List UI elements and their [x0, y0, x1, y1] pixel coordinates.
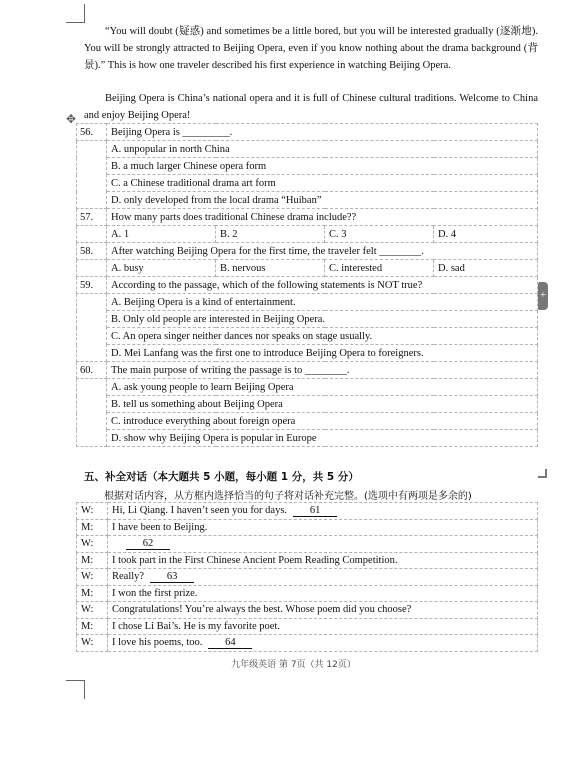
question-59-stem-row	[77, 277, 538, 294]
option-row	[77, 158, 538, 175]
crop-mark-bottom	[66, 680, 85, 699]
answer-blank[interactable]: 61	[293, 505, 337, 517]
dialogue-row	[77, 635, 538, 652]
dialogue-line	[108, 519, 538, 536]
dialogue-line	[108, 585, 538, 602]
option-a: A. ask young people to learn Beijing Opera	[107, 379, 538, 396]
option-row	[77, 226, 538, 243]
resize-handle-icon[interactable]	[538, 469, 547, 478]
option-c: C. An opera singer neither dances nor speaks on stage usually.	[107, 328, 538, 345]
dialogue-line	[108, 569, 538, 586]
question-56-stem-row	[77, 124, 538, 141]
option-d: D. 4	[434, 226, 538, 243]
option-row	[77, 430, 538, 447]
option-row	[77, 379, 538, 396]
question-stem: After watching Beijing Opera for the first time, the traveler felt ________.	[107, 243, 538, 260]
question-number: 57.	[77, 209, 107, 226]
questions-table	[76, 123, 538, 447]
answer-blank[interactable]: 62	[126, 538, 170, 550]
dialogue-line	[108, 552, 538, 569]
dialogue-line	[108, 635, 538, 652]
dialogue-row	[77, 569, 538, 586]
dialogue-line	[108, 618, 538, 635]
dialogue-row	[77, 519, 538, 536]
question-number: 58.	[77, 243, 107, 260]
option-row	[77, 396, 538, 413]
dialogue-table	[76, 502, 538, 652]
option-row	[77, 311, 538, 328]
passage-paragraph-1: “You will doubt (疑惑) and sometimes be a little bored, but you will be interested gradually (逐渐地). You will be strongly attracted to Beijing Opera, even if you know nothing about the drama background (背景).” This is how one traveler described his first experience in watching Beijing Opera.	[84, 26, 538, 71]
question-number: 60.	[77, 362, 107, 379]
option-a: A. busy	[107, 260, 216, 277]
speaker-label: M:	[77, 585, 108, 602]
option-row	[77, 260, 538, 277]
option-d: D. Mei Lanfang was the first one to introduce Beijing Opera to foreigners.	[107, 345, 538, 362]
option-c: C. a Chinese traditional drama art form	[107, 175, 538, 192]
speaker-label: M:	[77, 519, 108, 536]
option-a: A. 1	[107, 226, 216, 243]
speaker-label: W:	[77, 635, 108, 652]
question-57-stem-row	[77, 209, 538, 226]
page-footer: 九年级英语 第 7页（共 12页）	[231, 660, 356, 670]
dialogue-row	[77, 585, 538, 602]
dialogue-text: I won the first prize.	[112, 587, 198, 599]
dialogue-text: Really?	[112, 570, 145, 582]
option-d: D. only developed from the local drama “Huiban”	[107, 192, 538, 209]
dialogue-row	[77, 602, 538, 619]
speaker-label: W:	[77, 602, 108, 619]
option-row	[77, 294, 538, 311]
option-row	[77, 413, 538, 430]
passage-paragraph-2: Beijing Opera is China’s national opera and it is full of Chinese cultural traditions. Welcome to China and enjoy Beijing Opera!	[84, 93, 538, 121]
question-stem: Beijing Opera is _________.	[107, 124, 538, 141]
section-instructions: 根据对话内容，从方框内选择恰当的句子将对话补充完整。(选项中有两项是多余的)	[104, 491, 472, 502]
answer-blank[interactable]: 64	[208, 637, 252, 649]
dialogue-row	[77, 552, 538, 569]
side-tab-icon[interactable]: +	[538, 282, 548, 310]
option-b: B. nervous	[216, 260, 325, 277]
dialogue-text: Congratulations! You’re always the best. Whose poem did you choose?	[112, 604, 412, 616]
option-row	[77, 328, 538, 345]
dialogue-row	[77, 618, 538, 635]
speaker-label: W:	[77, 503, 108, 520]
dialogue-line	[108, 503, 538, 520]
option-a: A. unpopular in north China	[107, 141, 538, 158]
question-number: 56.	[77, 124, 107, 141]
dialogue-text: I took part in the First Chinese Ancient Poem Reading Competition.	[112, 554, 398, 566]
dialogue-text: I love his poems, too.	[112, 636, 203, 648]
speaker-label: W:	[77, 569, 108, 586]
answer-blank[interactable]: 63	[150, 571, 194, 583]
dialogue-text: I have been to Beijing.	[112, 521, 208, 533]
question-stem: The main purpose of writing the passage is to ________.	[107, 362, 538, 379]
dialogue-row	[77, 503, 538, 520]
dialogue-text: I chose Li Bai’s. He is my favorite poet.	[112, 620, 280, 632]
option-b: B. tell us something about Beijing Opera	[107, 396, 538, 413]
dialogue-line	[108, 602, 538, 619]
move-handle-icon[interactable]: ✥	[66, 112, 77, 126]
option-c: C. introduce everything about foreign opera	[107, 413, 538, 430]
speaker-label: W:	[77, 536, 108, 553]
option-c: C. 3	[325, 226, 434, 243]
speaker-label: M:	[77, 618, 108, 635]
option-row	[77, 175, 538, 192]
speaker-label: M:	[77, 552, 108, 569]
question-number: 59.	[77, 277, 107, 294]
option-b: B. Only old people are interested in Beijing Opera.	[107, 311, 538, 328]
dialogue-text: Hi, Li Qiang. I haven’t seen you for days.	[112, 504, 288, 516]
option-row	[77, 192, 538, 209]
section-title: 五、补全对话（本大题共 5 小题，每小题 1 分，共 5 分）	[84, 471, 359, 483]
dialogue-row	[77, 536, 538, 553]
option-b: B. a much larger Chinese opera form	[107, 158, 538, 175]
question-60-stem-row	[77, 362, 538, 379]
dialogue-line	[108, 536, 538, 553]
option-d: D. show why Beijing Opera is popular in Europe	[107, 430, 538, 447]
crop-mark-top	[66, 4, 85, 23]
option-d: D. sad	[434, 260, 538, 277]
question-stem: According to the passage, which of the following statements is NOT true?	[107, 277, 538, 294]
option-row	[77, 141, 538, 158]
option-c: C. interested	[325, 260, 434, 277]
option-a: A. Beijing Opera is a kind of entertainment.	[107, 294, 538, 311]
option-row	[77, 345, 538, 362]
question-stem: How many parts does traditional Chinese drama include??	[107, 209, 538, 226]
question-58-stem-row	[77, 243, 538, 260]
option-b: B. 2	[216, 226, 325, 243]
